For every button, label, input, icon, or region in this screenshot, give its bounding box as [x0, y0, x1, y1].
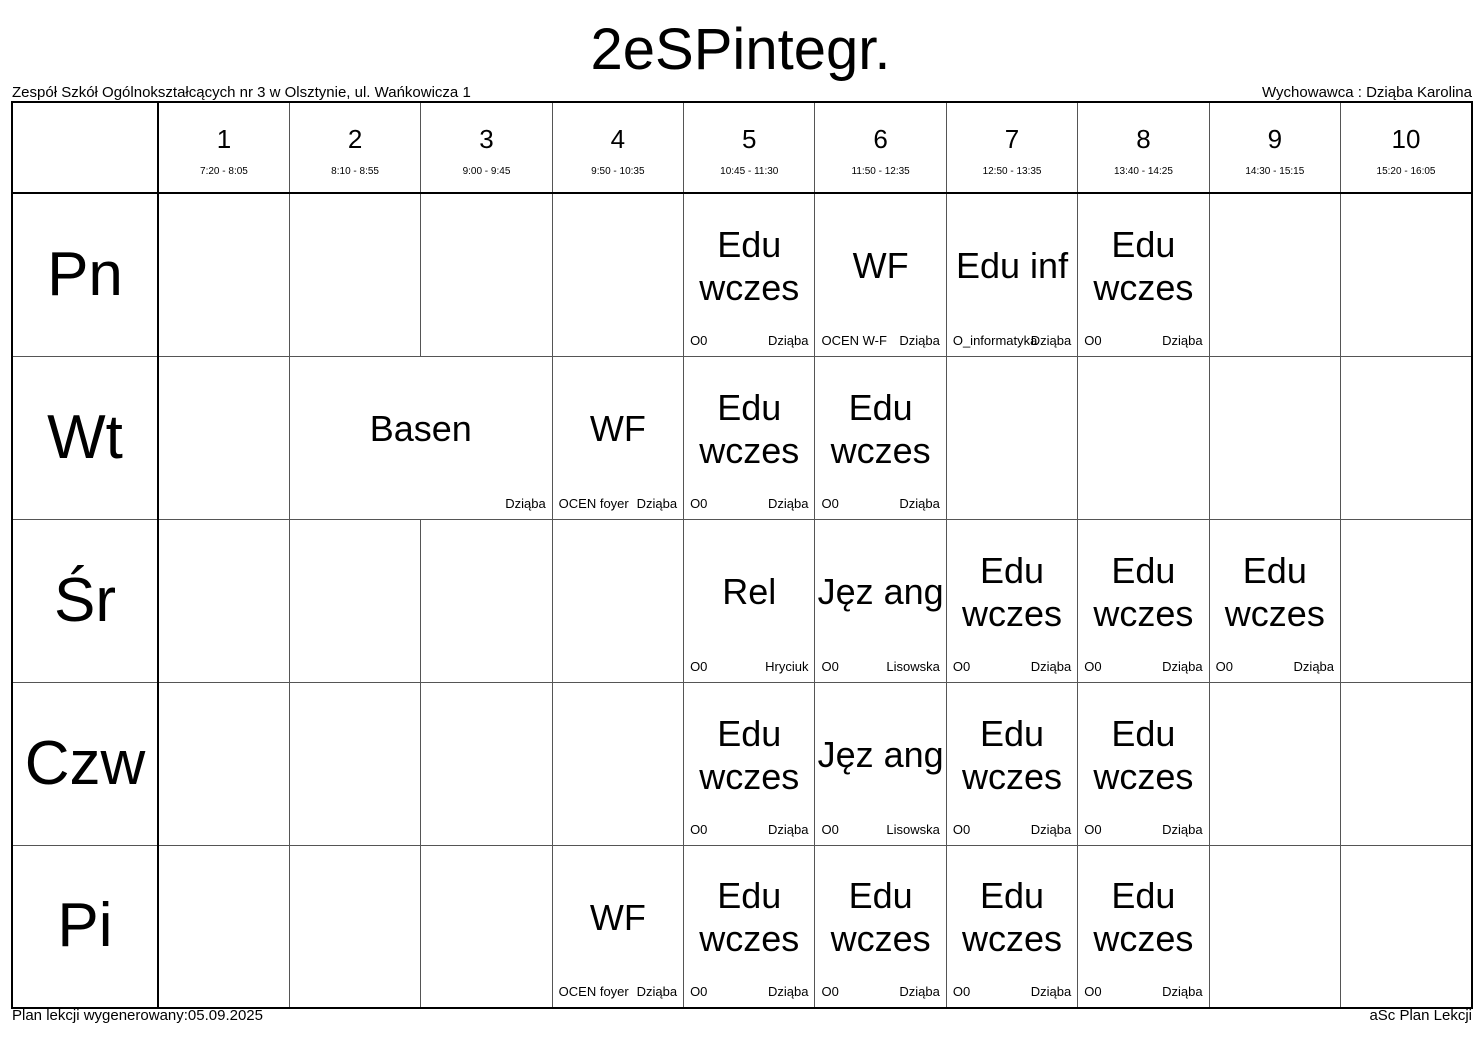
lesson-cell	[1209, 519, 1340, 682]
lesson-room: O0	[690, 495, 708, 511]
empty-cell	[1341, 356, 1472, 519]
subject-name: Edu wczes	[1093, 223, 1194, 308]
lesson-subject	[947, 687, 1077, 823]
generated-date: Plan lekcji wygenerowany:05.09.2025	[12, 1007, 263, 1024]
lesson-room: O0	[1215, 658, 1233, 674]
lesson-room: OCEN foyer	[558, 495, 629, 511]
lesson-teacher: Dziąba	[1162, 332, 1203, 348]
lesson-room: O_informatyka	[952, 332, 1038, 348]
lesson	[815, 520, 945, 682]
lesson-subject	[684, 361, 814, 497]
lesson	[684, 194, 814, 356]
period-header	[1209, 102, 1340, 193]
lesson-cell	[815, 845, 946, 1008]
lesson-subject	[684, 198, 814, 334]
period-header	[552, 102, 683, 193]
school-name: Zespół Szkół Ogólnokształcących nr 3 w Olsztynie, ul. Wańkowicza 1	[12, 84, 471, 101]
empty-cell	[421, 845, 552, 1008]
lesson-cell	[815, 519, 946, 682]
lesson-cell	[1078, 519, 1209, 682]
lesson-subject	[1078, 198, 1208, 334]
lesson-subject	[815, 524, 945, 660]
empty-cell	[421, 519, 552, 682]
subject-name: WF	[589, 408, 646, 449]
lesson-room: O0	[1084, 332, 1102, 348]
lesson-cell	[946, 845, 1077, 1008]
lesson	[1078, 683, 1208, 845]
period-number: 5	[742, 123, 757, 154]
day-name: Śr	[12, 519, 158, 682]
period-number: 1	[216, 123, 232, 154]
lesson-subject	[815, 198, 945, 334]
period-number: 6	[873, 123, 888, 154]
subject-name: Rel	[722, 571, 777, 612]
empty-cell	[946, 356, 1077, 519]
lesson-teacher: Dziąba	[767, 332, 809, 348]
lesson	[1078, 194, 1208, 356]
lesson-teacher: Hryciuk	[765, 658, 809, 674]
lesson	[684, 846, 814, 1008]
empty-cell	[1341, 193, 1472, 356]
lesson-cell	[684, 193, 815, 356]
empty-cell	[1078, 356, 1209, 519]
timetable	[11, 101, 1473, 1009]
lesson-subject	[1078, 524, 1208, 660]
subject-name: Edu wczes	[699, 386, 800, 471]
period-number: 3	[479, 123, 494, 154]
lesson-teacher: Dziąba	[636, 984, 678, 999]
lesson	[947, 846, 1077, 1008]
lesson-teacher: Dziąba	[1162, 658, 1203, 674]
lesson-cell	[684, 682, 815, 845]
lesson	[815, 194, 945, 356]
day-row	[12, 193, 1472, 356]
lesson-subject	[947, 850, 1077, 986]
lesson	[947, 194, 1077, 356]
period-number: 2	[347, 123, 363, 154]
lesson	[947, 520, 1077, 682]
lesson-room: O0	[1084, 984, 1102, 999]
lesson-subject	[1210, 524, 1340, 660]
lesson-cell	[552, 845, 683, 1008]
lesson-teacher: Dziąba	[636, 495, 678, 511]
empty-cell	[421, 193, 552, 356]
lesson-cell	[289, 356, 552, 519]
empty-cell	[289, 845, 420, 1008]
lesson-room: O0	[821, 984, 839, 999]
empty-cell	[1209, 193, 1340, 356]
lesson-teacher: Dziąba	[767, 821, 809, 837]
empty-cell	[158, 356, 289, 519]
lesson-teacher: Dziąba	[1162, 821, 1203, 837]
lesson-cell	[1078, 845, 1209, 1008]
period-number: 10	[1391, 123, 1421, 154]
empty-cell	[158, 519, 289, 682]
lesson	[684, 357, 814, 519]
lesson-subject	[553, 850, 683, 986]
lesson-subject	[684, 850, 814, 986]
empty-cell	[289, 682, 420, 845]
lesson-subject	[553, 361, 683, 497]
period-time: 11:50 - 12:35	[851, 165, 910, 177]
day-row	[12, 519, 1472, 682]
empty-cell	[1341, 519, 1472, 682]
lesson-room: O0	[952, 821, 971, 837]
lesson-room: O0	[952, 658, 971, 674]
period-header	[421, 102, 552, 193]
empty-cell	[289, 519, 420, 682]
lesson-subject	[1078, 850, 1208, 986]
period-header	[289, 102, 420, 193]
empty-cell	[1209, 356, 1340, 519]
day-name: Wt	[12, 356, 158, 519]
lesson	[947, 683, 1077, 845]
lesson-teacher: Dziąba	[1293, 658, 1335, 674]
empty-cell	[158, 193, 289, 356]
empty-cell	[289, 193, 420, 356]
empty-cell	[552, 193, 683, 356]
lesson-room: OCEN W-F	[821, 332, 887, 348]
lesson-cell	[946, 682, 1077, 845]
lesson-subject	[1078, 687, 1208, 823]
period-number: 9	[1267, 123, 1283, 154]
empty-cell	[552, 682, 683, 845]
period-time: 9:50 - 10:35	[591, 165, 645, 177]
lesson-subject	[290, 361, 552, 497]
lesson	[1078, 846, 1208, 1008]
day-row	[12, 682, 1472, 845]
lesson-cell	[946, 519, 1077, 682]
period-number: 8	[1136, 123, 1151, 154]
lesson-cell	[815, 356, 946, 519]
empty-cell	[158, 682, 289, 845]
lesson-room: O0	[1084, 658, 1102, 674]
lesson-cell	[684, 845, 815, 1008]
lesson-cell	[684, 356, 815, 519]
lesson	[684, 683, 814, 845]
lesson	[684, 520, 814, 682]
lesson-cell	[815, 193, 946, 356]
period-time: 7:20 - 8:05	[200, 165, 248, 177]
subject-name: Edu wczes	[1224, 549, 1325, 634]
day-row	[12, 845, 1472, 1008]
lesson-cell	[1078, 682, 1209, 845]
period-header	[815, 102, 946, 193]
subject-name: Edu wczes	[699, 875, 800, 960]
subject-name: Jęz ang	[817, 734, 944, 775]
empty-cell	[1209, 845, 1340, 1008]
empty-cell	[1341, 682, 1472, 845]
lesson-room: O0	[690, 821, 708, 837]
empty-cell	[552, 519, 683, 682]
period-header	[158, 102, 289, 193]
period-header	[1078, 102, 1209, 193]
empty-cell	[1341, 845, 1472, 1008]
period-time: 13:40 - 14:25	[1113, 165, 1173, 177]
app-name: aSc Plan Lekcji	[1369, 1007, 1472, 1024]
lesson-teacher: Dziąba	[899, 332, 940, 348]
lesson-cell	[946, 193, 1077, 356]
period-time: 10:45 - 11:30	[720, 165, 779, 177]
lesson-room: O0	[690, 658, 708, 674]
lesson-cell	[552, 356, 683, 519]
lesson-teacher: Dziąba	[767, 984, 809, 999]
period-header	[946, 102, 1077, 193]
empty-cell	[421, 682, 552, 845]
subject-name: Edu wczes	[962, 712, 1063, 797]
lesson	[815, 683, 945, 845]
lesson	[553, 846, 683, 1008]
period-time: 12:50 - 13:35	[982, 165, 1042, 177]
lesson	[815, 357, 945, 519]
period-number: 7	[1004, 123, 1020, 154]
subject-name: Edu wczes	[962, 875, 1063, 960]
lesson	[1078, 520, 1208, 682]
lesson-room: O0	[1084, 821, 1102, 837]
subject-name: Edu wczes	[1093, 712, 1194, 797]
subject-name: Edu wczes	[699, 223, 800, 308]
lesson-subject	[684, 687, 814, 823]
period-time: 15:20 - 16:05	[1376, 165, 1436, 177]
subject-name: Edu wczes	[830, 386, 931, 471]
lesson-room: O0	[821, 658, 839, 674]
empty-cell	[158, 845, 289, 1008]
lesson	[290, 357, 552, 519]
period-time: 14:30 - 15:15	[1245, 165, 1305, 177]
lesson-subject	[815, 687, 945, 823]
lesson-room: O0	[821, 821, 839, 837]
lesson	[553, 357, 683, 519]
lesson-room: O0	[821, 495, 839, 511]
subject-name: Edu wczes	[830, 875, 931, 960]
period-header	[684, 102, 815, 193]
lesson-subject	[815, 850, 945, 986]
period-time: 9:00 - 9:45	[462, 165, 511, 177]
lesson-subject	[815, 361, 945, 497]
lesson-teacher: Dziąba	[899, 495, 940, 511]
lesson-cell	[815, 682, 946, 845]
lesson-teacher: Dziąba	[505, 495, 546, 511]
lesson-subject	[947, 198, 1077, 334]
lesson-teacher: Lisowska	[886, 658, 940, 674]
homeroom-teacher: Wychowawca : Dziąba Karolina	[1262, 84, 1472, 101]
corner-cell	[12, 102, 158, 193]
lesson-cell	[1078, 193, 1209, 356]
period-time: 8:10 - 8:55	[331, 165, 379, 177]
lesson-subject	[684, 524, 814, 660]
subject-name: Edu inf	[956, 245, 1069, 287]
subject-name: Jęz ang	[817, 571, 944, 612]
day-name: Pi	[12, 845, 158, 1008]
lesson-teacher: Dziąba	[1030, 658, 1072, 674]
lesson	[815, 846, 945, 1008]
page-title: 2eSPintegr.	[590, 17, 891, 82]
subject-name: Basen	[369, 408, 472, 449]
day-name: Czw	[12, 682, 158, 845]
period-header-row	[12, 102, 1472, 193]
timetable-body	[12, 193, 1472, 1008]
lesson-teacher: Dziąba	[1162, 984, 1203, 999]
lesson-subject	[947, 524, 1077, 660]
lesson-teacher: Dziąba	[1030, 821, 1072, 837]
day-name: Pn	[12, 193, 158, 356]
lesson-teacher: Lisowska	[886, 821, 940, 837]
lesson-teacher: Dziąba	[899, 984, 940, 999]
lesson-room: O0	[952, 984, 971, 999]
empty-cell	[1209, 682, 1340, 845]
period-header	[1341, 102, 1472, 193]
lesson-teacher: Dziąba	[1030, 332, 1072, 348]
period-number: 4	[610, 123, 626, 154]
lesson-teacher: Dziąba	[767, 495, 809, 511]
subject-name: WF	[852, 245, 909, 287]
lesson-room: O0	[690, 332, 708, 348]
subject-name: Edu wczes	[962, 549, 1063, 634]
subject-name: WF	[589, 896, 646, 938]
subject-name: Edu wczes	[1093, 875, 1194, 960]
lesson-room: O0	[690, 984, 708, 999]
lesson-cell	[684, 519, 815, 682]
lesson-room: OCEN foyer	[558, 984, 629, 999]
subject-name: Edu wczes	[1093, 549, 1194, 634]
lesson	[1210, 520, 1340, 682]
day-row	[12, 356, 1472, 519]
lesson-teacher: Dziąba	[1030, 984, 1072, 999]
subject-name: Edu wczes	[699, 712, 800, 797]
